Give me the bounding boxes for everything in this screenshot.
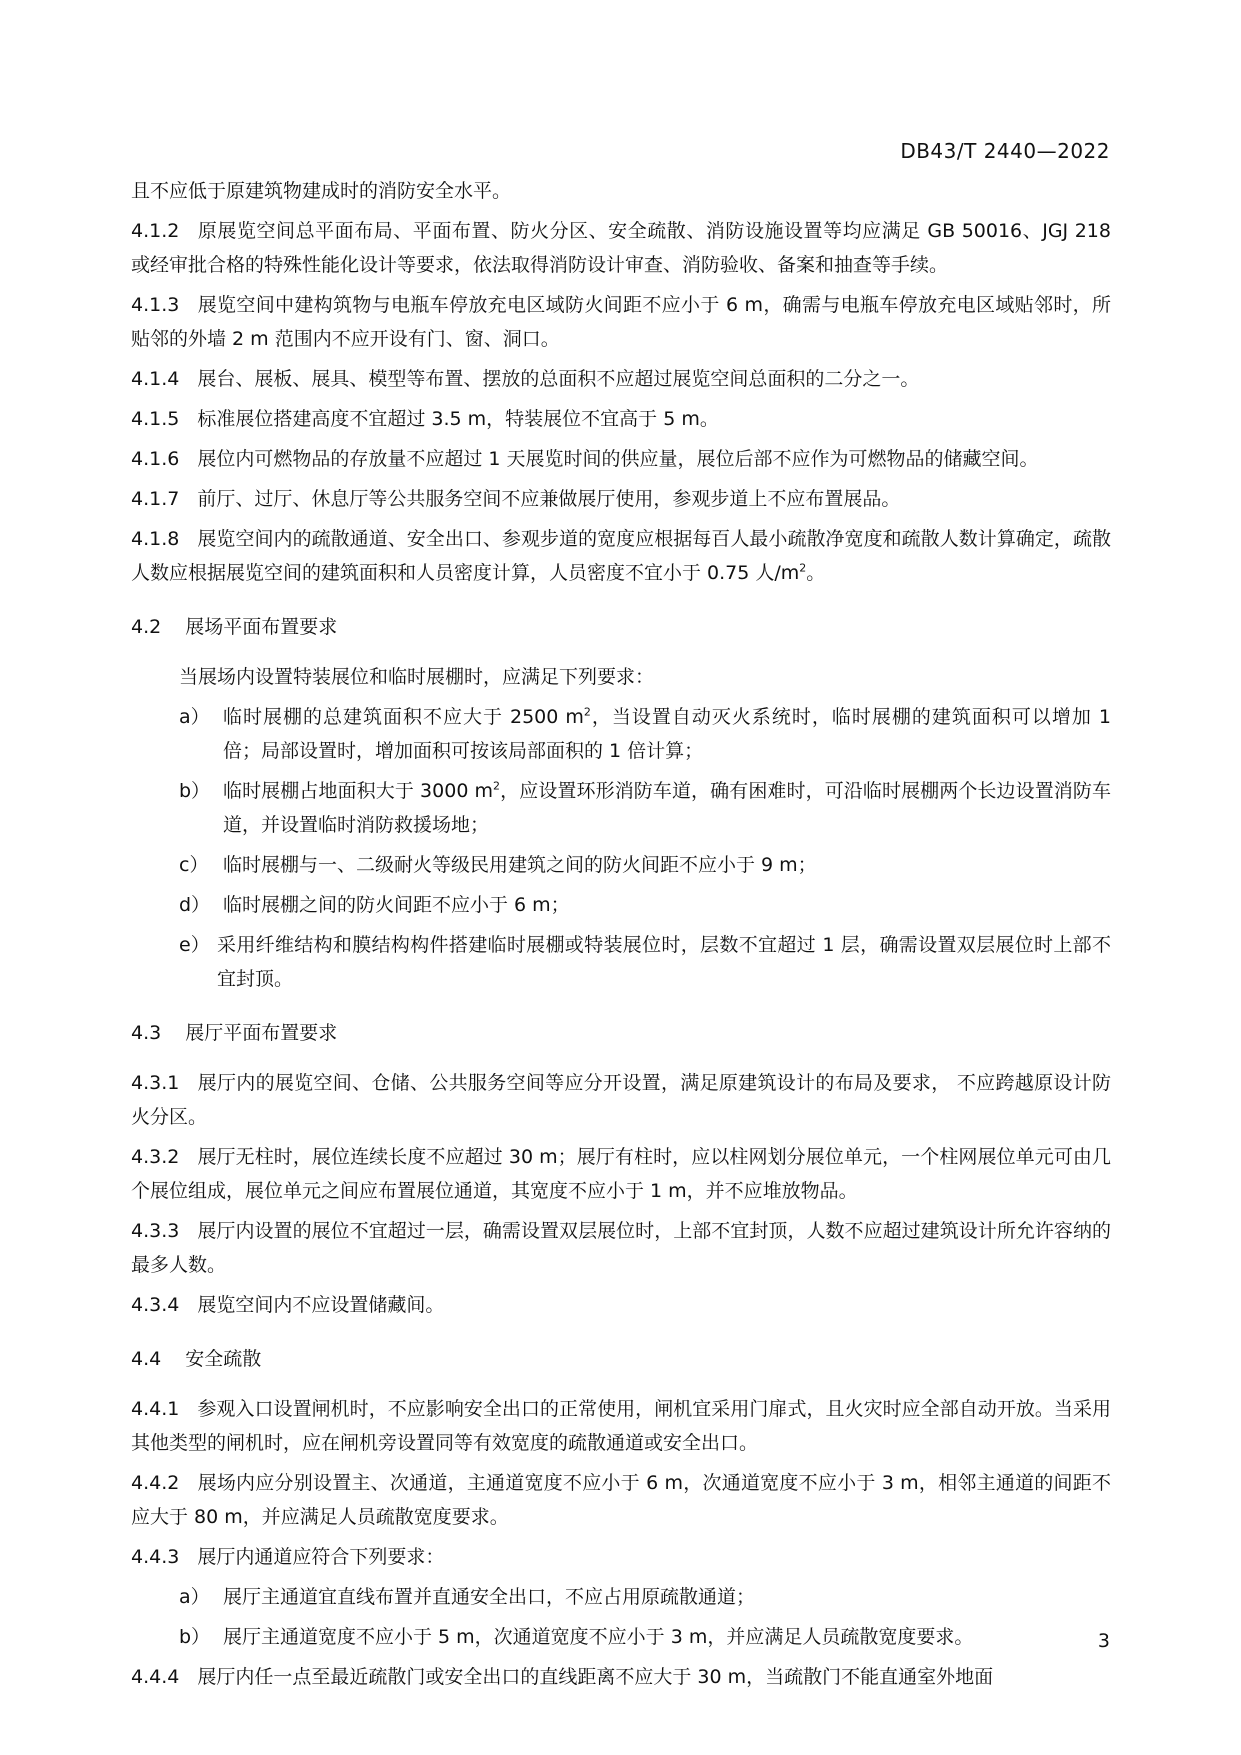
- clause-text: 展览空间内的疏散通道、安全出口、参观步道的宽度应根据每百人最小疏散净宽度和疏散人数计算确定，疏散人数应根据展览空间的建筑面积和人员密度计算，人员密度不宜小于 0.75 人/m: [131, 528, 1111, 584]
- section-heading-4-2: [131, 610, 1111, 644]
- section-title: 展场平面布置要求: [185, 616, 338, 638]
- clause-number: 4.4.2: [131, 1472, 180, 1494]
- clause-text: 展览空间内不应设置储藏间。: [197, 1294, 445, 1316]
- list-item-d: [131, 888, 1111, 922]
- list-text: 临时展棚占地面积大于 3000 m: [223, 780, 494, 802]
- superscript: 2: [583, 705, 591, 719]
- clause-number: 4.4.4: [131, 1666, 180, 1688]
- clause-4-1-2: [131, 214, 1111, 282]
- clause-text: 展厅内通道应符合下列要求：: [197, 1546, 445, 1568]
- page-number: 3: [1097, 1630, 1110, 1652]
- list-text: 临时展棚的总建筑面积不应大于 2500 m: [223, 706, 584, 728]
- clause-text: 展览空间中建构筑物与电瓶车停放充电区域防火间距不应小于 6 m，确需与电瓶车停放充电区域贴邻时，所贴邻的外墙 2 m 范围内不应开设有门、窗、洞口。: [131, 294, 1111, 350]
- list-label: a）: [179, 1586, 210, 1608]
- section-heading-4-3: [131, 1016, 1111, 1050]
- clause-4-1-7: [131, 482, 1111, 516]
- clause-number: 4.3.1: [131, 1072, 180, 1094]
- section-intro: [131, 660, 1111, 694]
- list-label: d）: [179, 894, 211, 916]
- list-text: 采用纤维结构和膜结构构件搭建临时展棚或特装展位时，层数不宜超过 1 层，确需设置双层展位时上部不宜封顶。: [217, 934, 1111, 990]
- clause-text: 展位内可燃物品的存放量不应超过 1 天展览时间的供应量，展位后部不应作为可燃物品的储藏空间。: [197, 448, 1039, 470]
- clause-text: 展台、展板、展具、模型等布置、摆放的总面积不应超过展览空间总面积的二分之一。: [197, 368, 920, 390]
- clause-text: 展场内应分别设置主、次通道，主通道宽度不应小于 6 m，次通道宽度不应小于 3 m，相邻主通道的间距不应大于 80 m，并应满足人员疏散宽度要求。: [131, 1472, 1111, 1528]
- list-item-b: [131, 1620, 1111, 1654]
- list-label: b）: [179, 1626, 211, 1648]
- list-text: 临时展棚与一、二级耐火等级民用建筑之间的防火间距不应小于 9 m；: [223, 854, 817, 876]
- list-label: b）: [179, 780, 211, 802]
- section-title: 安全疏散: [185, 1348, 262, 1370]
- clause-number: 4.1.4: [131, 368, 180, 390]
- clause-text: 展厅无柱时，展位连续长度不应超过 30 m；展厅有柱时，应以柱网划分展位单元，一个柱网展位单元可由几个展位组成，展位单元之间应布置展位通道，其宽度不应小于 1 m，并不应堆放物品。: [131, 1146, 1111, 1202]
- clause-number: 4.4.1: [131, 1398, 180, 1420]
- list-label: e）: [179, 934, 210, 956]
- paragraph-text: 且不应低于原建筑物建成时的消防安全水平。: [131, 180, 512, 202]
- clause-4-4-2: [131, 1466, 1111, 1534]
- superscript: 2: [493, 779, 501, 793]
- clause-4-4-3: [131, 1540, 1111, 1574]
- clause-text: 原展览空间总平面布局、平面布置、防火分区、安全疏散、消防设施设置等均应满足 GB 50016、JGJ 218 或经审批合格的特殊性能化设计等要求，依法取得消防设计审查、消防验收、备案和抽查等手续。: [131, 220, 1111, 276]
- clause-number: 4.1.3: [131, 294, 180, 316]
- section-number: 4.4: [131, 1348, 162, 1370]
- clause-number: 4.1.5: [131, 408, 180, 430]
- clause-text: 前厅、过厅、休息厅等公共服务空间不应兼做展厅使用，参观步道上不应布置展品。: [197, 488, 901, 510]
- paragraph-continued: [131, 174, 1111, 208]
- list-text: 展厅主通道宜直线布置并直通安全出口，不应占用原疏散通道；: [223, 1586, 756, 1608]
- list-item-a: [131, 700, 1111, 768]
- clause-text: 展厅内设置的展位不宜超过一层，确需设置双层展位时，上部不宜封顶，人数不应超过建筑设计所允许容纳的最多人数。: [131, 1220, 1111, 1276]
- document-code: DB43/T 2440—2022: [900, 139, 1110, 163]
- clause-4-3-4: [131, 1288, 1111, 1322]
- list-item-c: [131, 848, 1111, 882]
- clause-4-3-3: [131, 1214, 1111, 1282]
- clause-text: 参观入口设置闸机时，不应影响安全出口的正常使用，闸机宜采用门扉式，且火灾时应全部自动开放。当采用其他类型的闸机时，应在闸机旁设置同等有效宽度的疏散通道或安全出口。: [131, 1398, 1111, 1454]
- clause-number: 4.1.6: [131, 448, 180, 470]
- clause-number: 4.1.8: [131, 528, 180, 550]
- clause-number: 4.3.2: [131, 1146, 180, 1168]
- clause-text: 展厅内的展览空间、仓储、公共服务空间等应分开设置，满足原建筑设计的布局及要求， 不应跨越原设计防火分区。: [131, 1072, 1111, 1128]
- clause-text: 标准展位搭建高度不宜超过 3.5 m，特装展位不宜高于 5 m。: [197, 408, 719, 430]
- section-heading-4-4: [131, 1342, 1111, 1376]
- list-item-b: [131, 774, 1111, 842]
- list-text-tail: ，应设置环形消防车道，确有困难时，可沿临时展棚两个长边设置消防车道，并设置临时消防救援场地；: [223, 780, 1111, 836]
- list-text-tail: ，当设置自动灭火系统时，临时展棚的建筑面积可以增加 1 倍；局部设置时，增加面积可按该局部面积的 1 倍计算；: [223, 706, 1111, 762]
- clause-4-1-4: [131, 362, 1111, 396]
- clause-number: 4.3.4: [131, 1294, 180, 1316]
- intro-text: 当展场内设置特装展位和临时展棚时，应满足下列要求：: [179, 666, 655, 688]
- clause-4-1-3: [131, 288, 1111, 356]
- document-body: [131, 174, 1111, 1700]
- clause-number: 4.1.2: [131, 220, 180, 242]
- list-text: 展厅主通道宽度不应小于 5 m，次通道宽度不应小于 3 m，并应满足人员疏散宽度要求。: [223, 1626, 974, 1648]
- clause-number: 4.1.7: [131, 488, 180, 510]
- list-text: 临时展棚之间的防火间距不应小于 6 m；: [223, 894, 570, 916]
- section-number: 4.3: [131, 1022, 162, 1044]
- list-item-a: [131, 1580, 1111, 1614]
- section-title: 展厅平面布置要求: [185, 1022, 338, 1044]
- clause-text-tail: 。: [806, 562, 826, 584]
- clause-4-1-5: [131, 402, 1111, 436]
- clause-4-3-2: [131, 1140, 1111, 1208]
- clause-text: 展厅内任一点至最近疏散门或安全出口的直线距离不应大于 30 m，当疏散门不能直通室外地面: [197, 1666, 994, 1688]
- clause-4-4-1: [131, 1392, 1111, 1460]
- clause-number: 4.3.3: [131, 1220, 180, 1242]
- list-label: a）: [179, 706, 210, 728]
- section-number: 4.2: [131, 616, 162, 638]
- clause-4-1-8: [131, 522, 1111, 590]
- clause-4-4-4: [131, 1660, 1111, 1694]
- clause-4-1-6: [131, 442, 1111, 476]
- list-item-e: [131, 928, 1111, 996]
- clause-number: 4.4.3: [131, 1546, 180, 1568]
- clause-4-3-1: [131, 1066, 1111, 1134]
- list-label: c）: [179, 854, 209, 876]
- superscript: 2: [799, 561, 807, 575]
